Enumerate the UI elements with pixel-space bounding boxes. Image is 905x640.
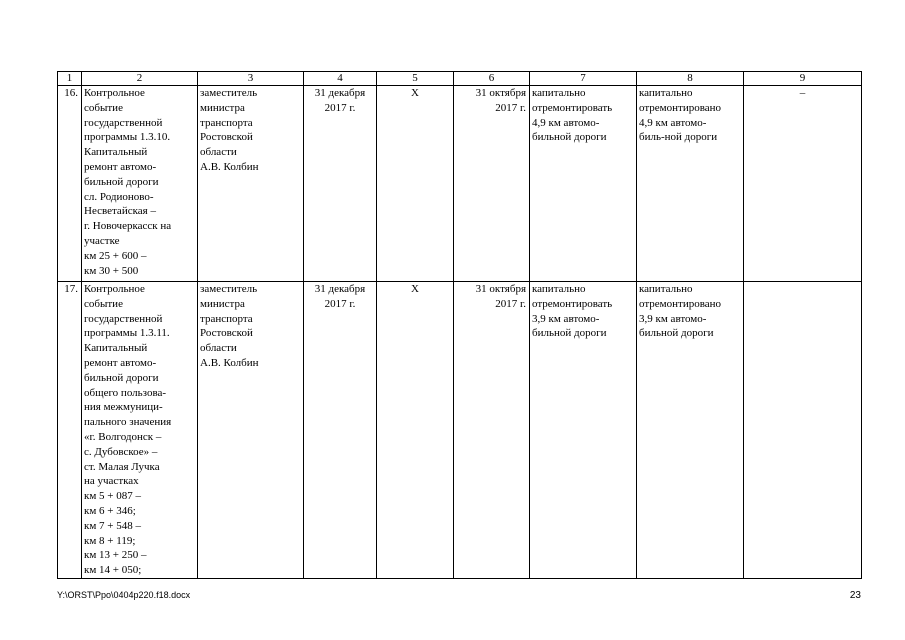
cell-line: общего пользова-: [84, 386, 167, 399]
header-cell: 3: [198, 72, 304, 86]
cell-line: с. Дубовское» –: [84, 445, 158, 458]
table-header-row: [58, 72, 862, 86]
cell-line: км 14 + 050;: [84, 564, 142, 577]
cell-line: сл. Родионово-: [84, 190, 154, 203]
cell-line: 2017 г.: [495, 297, 526, 310]
cell-line: бильной дороги: [639, 327, 714, 340]
cell-line: км 5 + 087 –: [84, 490, 142, 503]
cell-line: 3,9 км автомо-: [639, 312, 707, 325]
cell-line: 4,9 км автомо-: [532, 116, 600, 129]
cell-line: программы 1.3.10.: [84, 131, 171, 144]
plan-date-cell: [304, 86, 377, 282]
cell-line: «г. Волгодонск –: [84, 430, 162, 443]
header-cell: 8: [637, 72, 744, 86]
cell-line: заместитель: [200, 87, 258, 99]
cell-line: транспорта: [200, 312, 253, 325]
cell-line: министра: [200, 297, 245, 310]
fact-date-cell: [454, 282, 530, 579]
footer-file-path: Y:\ORST\Ppo\0404p220.f18.docx: [57, 590, 191, 600]
cell-line: капитально: [639, 283, 693, 295]
cell-line: км 6 + 346;: [84, 504, 136, 517]
col9-cell: –: [744, 86, 862, 282]
cell-line: на участках: [84, 475, 139, 488]
col5-cell: X: [377, 86, 454, 282]
cell-line: заместитель: [200, 283, 258, 295]
cell-line: 4,9 км автомо-: [639, 116, 707, 129]
row-number-cell: 17.: [58, 282, 82, 579]
cell-line: 2017 г.: [495, 101, 526, 114]
plan-result-cell: [530, 86, 637, 282]
cell-line: отремонтировано: [639, 297, 722, 310]
cell-line: государственной: [84, 116, 163, 129]
cell-line: бильной дороги: [532, 327, 607, 340]
cell-line: капитально: [532, 283, 586, 295]
cell-line: Капитальный: [84, 342, 148, 355]
header-cell: 5: [377, 72, 454, 86]
cell-line: биль-ной дороги: [639, 131, 718, 144]
cell-line: Контрольное: [84, 283, 145, 295]
cell-line: Несветайская –: [84, 205, 156, 218]
cell-line: области: [200, 146, 237, 159]
cell-line: 3,9 км автомо-: [532, 312, 600, 325]
fact-result-cell: [637, 282, 744, 579]
cell-line: 31 октября: [475, 87, 526, 99]
table-row: [58, 282, 862, 579]
cell-line: государственной: [84, 312, 163, 325]
header-cell: 9: [744, 72, 862, 86]
cell-line: ст. Малая Лучка: [84, 460, 160, 473]
cell-line: пального значения: [84, 416, 172, 429]
footer-page-number: 23: [849, 590, 861, 601]
header-cell: 1: [58, 72, 82, 86]
cell-line: ремонт автомо-: [84, 356, 157, 369]
cell-line: капитально: [639, 87, 693, 99]
header-cell: 2: [82, 72, 198, 86]
cell-line: км 30 + 500: [84, 264, 139, 277]
cell-line: бильной дороги: [84, 175, 159, 188]
cell-line: 2017 г.: [324, 101, 356, 114]
plan-result-cell: [530, 282, 637, 579]
cell-line: г. Новочеркасск на: [84, 220, 172, 233]
cell-line: Ростовской: [200, 131, 253, 144]
cell-line: А.В. Колбин: [200, 356, 259, 369]
cell-line: событие: [84, 101, 123, 114]
cell-line: 2017 г.: [324, 297, 356, 310]
cell-line: ремонт автомо-: [84, 160, 157, 173]
cell-line: бильной дороги: [532, 131, 607, 144]
event-cell: [82, 282, 198, 579]
cell-line: области: [200, 342, 237, 355]
cell-line: отремонтировать: [532, 101, 613, 114]
cell-line: Контрольное: [84, 87, 145, 99]
cell-line: А.В. Колбин: [200, 160, 259, 173]
cell-line: Ростовской: [200, 327, 253, 340]
cell-line: министра: [200, 101, 245, 114]
row-number-cell: 16.: [58, 86, 82, 282]
cell-line: км 13 + 250 –: [84, 549, 147, 562]
table-row: [58, 86, 862, 282]
cell-line: бильной дороги: [84, 371, 159, 384]
cell-line: 31 декабря: [314, 87, 366, 99]
cell-line: км 7 + 548 –: [84, 519, 142, 532]
plan-date-cell: [304, 282, 377, 579]
header-cell: 6: [454, 72, 530, 86]
event-cell: [82, 86, 198, 282]
cell-line: 31 октября: [475, 283, 526, 295]
cell-line: 31 декабря: [314, 283, 366, 295]
responsible-cell: [198, 86, 304, 282]
fact-result-cell: [637, 86, 744, 282]
cell-line: транспорта: [200, 116, 253, 129]
col9-cell: [744, 282, 862, 579]
cell-line: ния межмуници-: [84, 401, 163, 414]
cell-line: отремонтировано: [639, 101, 722, 114]
header-cell: 4: [304, 72, 377, 86]
main-table: [57, 71, 862, 579]
col5-cell: X: [377, 282, 454, 579]
cell-line: км 25 + 600 –: [84, 249, 147, 262]
cell-line: событие: [84, 297, 123, 310]
fact-date-cell: [454, 86, 530, 282]
cell-line: капитально: [532, 87, 586, 99]
cell-line: Капитальный: [84, 146, 148, 159]
cell-line: км 8 + 119;: [84, 534, 136, 547]
cell-line: участке: [84, 234, 120, 247]
cell-line: отремонтировать: [532, 297, 613, 310]
header-cell: 7: [530, 72, 637, 86]
responsible-cell: [198, 282, 304, 579]
cell-line: программы 1.3.11.: [84, 327, 170, 340]
